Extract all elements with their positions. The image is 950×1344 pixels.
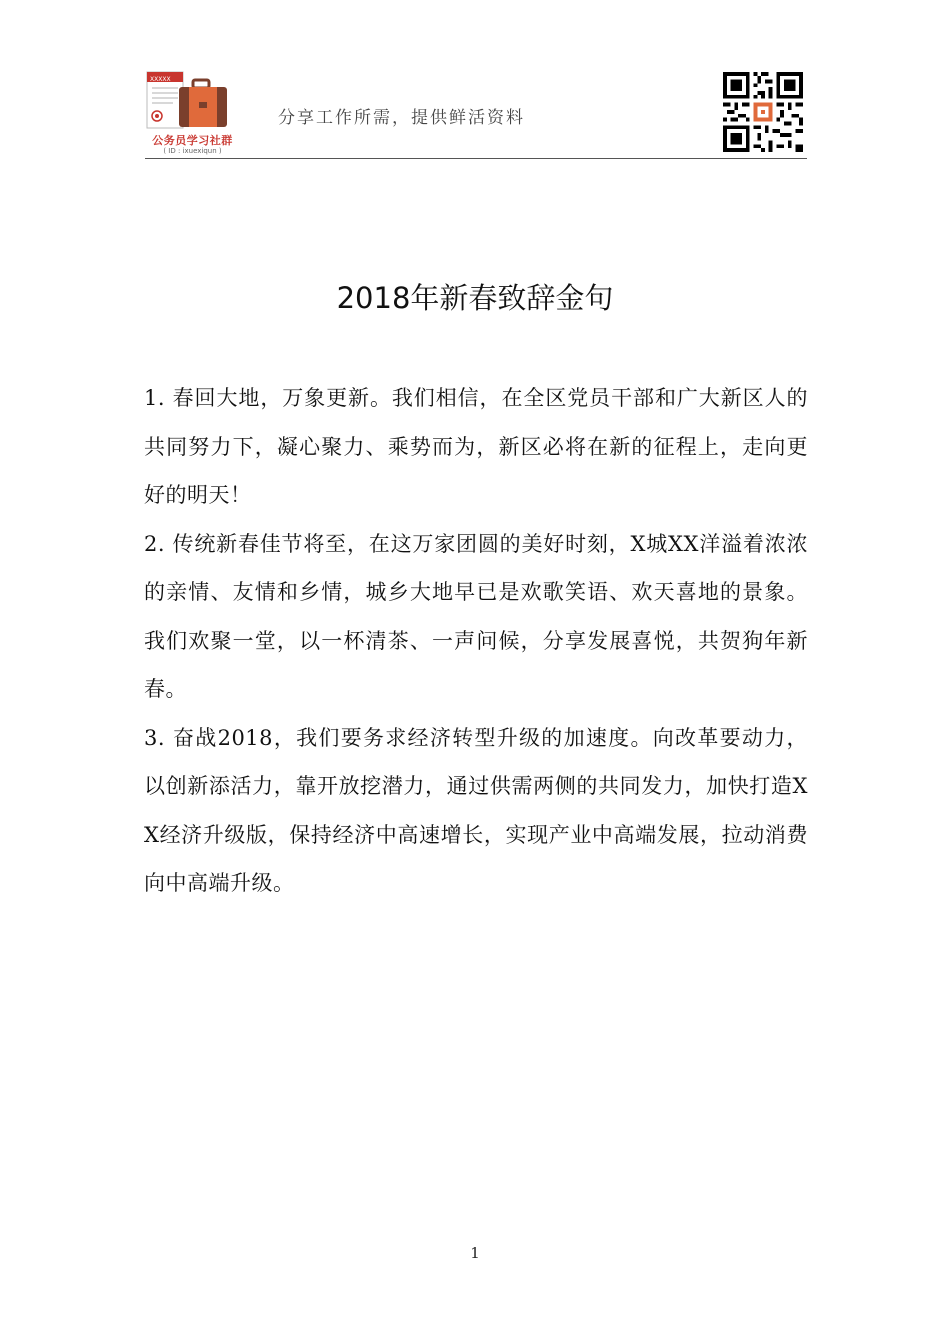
document-body: [144, 374, 808, 908]
brand-logo: [145, 70, 240, 156]
logo-name: 公务员学习社群: [152, 134, 233, 147]
header-slogan: 分享工作所需，提供鲜活资料: [278, 108, 525, 128]
paragraph-1: 1. 春回大地，万象更新。我们相信，在全区党员干部和广大新区人的共同努力下，凝心聚力、乘势而为，新区必将在新的征程上，走向更好的明天！: [144, 386, 808, 507]
paragraph-2: 2. 传统新春佳节将至，在这万家团圆的美好时刻，X城XX洋溢着浓浓的亲情、友情和乡情，城乡大地早已是欢歌笑语、欢天喜地的景象。我们欢聚一堂，以一杯清茶、一声问候，分享发展喜悦，共贺狗年新春。: [144, 531, 808, 701]
logo-badge-text: XXXXX: [150, 76, 171, 83]
paragraph-3: 3. 奋战2018，我们要务求经济转型升级的加速度。向改革要动力，以创新添活力，靠开放挖潜力，通过供需两侧的共同发力，加快打造XX经济升级版，保持经济中高速增长，实现产业中高端发展，拉动消费向中高端升级。: [144, 725, 808, 895]
page-number: 1: [470, 1244, 480, 1262]
logo-id: ( ID : ixuexiqun ): [163, 147, 222, 155]
qr-code-icon: [723, 72, 803, 152]
page-header: [145, 68, 807, 159]
document-title: 2018年新春致辞金句: [336, 281, 614, 315]
